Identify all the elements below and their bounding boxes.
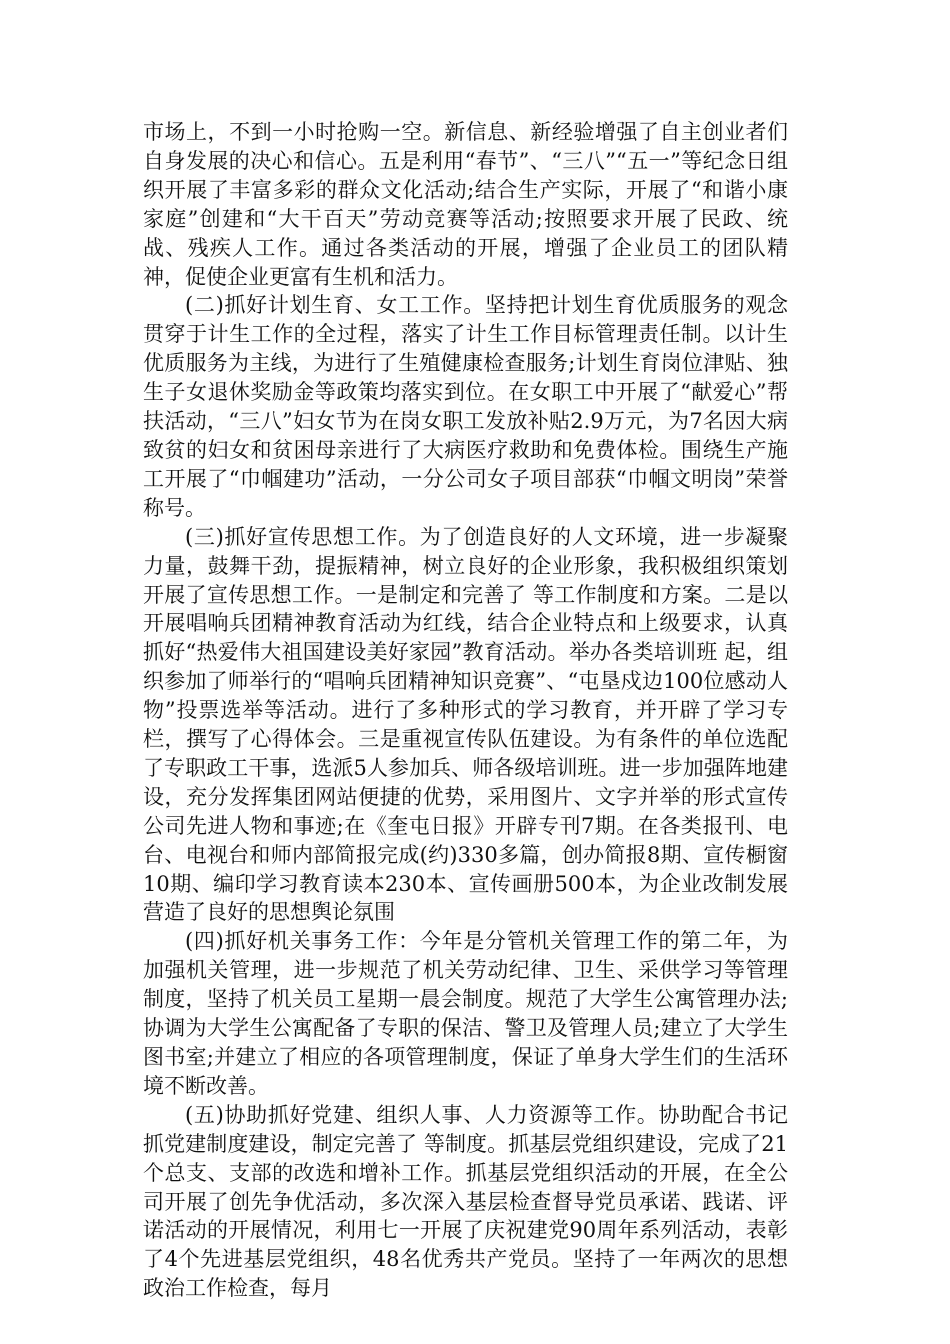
document-body [143, 118, 788, 1303]
paragraph-family-planning: (二)抓好计划生育、女工工作。坚持把计划生育优质服务的观念贯穿于计生工作的全过程，落实了计生工作目标管理责任制。以计生优质服务为主线，为进行了生殖健康检查服务;计划生育岗位津贴、独生子女退休奖励金等政策均落实到位。在女职工中开展了“献爱心”帮扶活动，“三八”妇女节为在岗女职工发放补贴2.9万元，为7名因大病致贫的妇女和贫困母亲进行了大病医疗救助和免费体检。围绕生产施工开展了“巾帼建功”活动，一分公司女子项目部获“巾帼文明岗”荣誉称号。 [143, 293, 788, 520]
paragraph-party-building: (五)协助抓好党建、组织人事、人力资源等工作。协助配合书记抓党建制度建设，制定完善了 等制度。抓基层党组织建设，完成了21个总支、支部的改选和增补工作。抓基层党组织活动的开展，在全公司开展了创先争优活动，多次深入基层检查督导党员承诺、践诺、评诺活动的开展情况，利用七一开展了庆祝建党90周年系列活动，表彰了4个先进基层党组织，48名优秀共产党员。坚持了一年两次的思想政治工作检查，每月 [143, 1102, 788, 1301]
paragraph-office-affairs: (四)抓好机关事务工作：今年是分管机关管理工作的第二年，为加强机关管理，进一步规范了机关劳动纪律、卫生、采供学习等管理制度，坚持了机关员工星期一晨会制度。规范了大学生公寓管理办法;协调为大学生公寓配备了专职的保洁、警卫及管理人员;建立了大学生图书室;并建立了相应的各项管理制度，保证了单身大学生们的生活环境不断改善。 [143, 929, 788, 1098]
paragraph-continuation: 市场上，不到一小时抢购一空。新信息、新经验增强了自主创业者们自身发展的决心和信心。五是利用“春节”、“三八”“五一”等纪念日组织开展了丰富多彩的群众文化活动;结合生产实际，开展了“和谐小康家庭”创建和“大干百天”劳动竞赛等活动;按照要求开展了民政、统战、残疾人工作。通过各类活动的开展，增强了企业员工的团队精神，促使企业更富有生机和活力。 [143, 120, 788, 289]
paragraph-publicity: (三)抓好宣传思想工作。为了创造良好的人文环境，进一步凝聚力量，鼓舞干劲，提振精神，树立良好的企业形象，我积极组织策划开展了宣传思想工作。一是制定和完善了 等工作制度和方案。二是以开展唱响兵团精神教育活动为红线，结合企业特点和上级要求，认真抓好“热爱伟大祖国建设美好家园”教育活动。举办各类培训班 起，组织参加了师举行的“唱响兵团精神知识竞赛”、“屯垦戍边100位感动人物”投票选举等活动。进行了多种形式的学习教育，并开辟了学习专栏，撰写了心得体会。三是重视宣传队伍建设。为有条件的单位选配了专职政工干事，选派5人参加兵、师各级培训班。进一步加强阵地建设，充分发挥集团网站便捷的优势，采用图片、文字并举的形式宣传公司先进人物和事迹;在《奎屯日报》开辟专刊7期。在各类报刊、电台、电视台和师内部简报完成(约)330多篇，创办简报8期、宣传橱窗10期、编印学习教育读本230本、宣传画册500本，为企业改制发展营造了良好的思想舆论氛围 [143, 524, 788, 925]
